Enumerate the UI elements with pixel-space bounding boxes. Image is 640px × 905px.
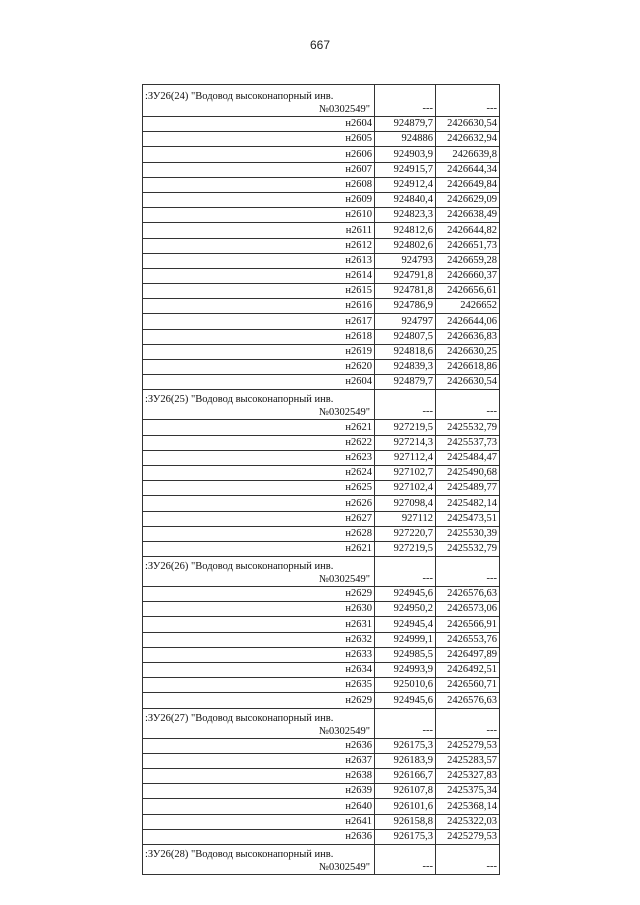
point-name: н2628 bbox=[143, 526, 375, 541]
point-y-coordinate: 2426644,06 bbox=[436, 314, 500, 329]
point-name: н2607 bbox=[143, 162, 375, 177]
section-title bbox=[143, 85, 375, 117]
table-row bbox=[143, 268, 500, 283]
point-name: н2619 bbox=[143, 344, 375, 359]
table-row bbox=[143, 738, 500, 753]
point-name: н2640 bbox=[143, 799, 375, 814]
section-title-line1: :ЗУ26(28) "Водовод высоконапорный инв. bbox=[145, 848, 334, 860]
table-row bbox=[143, 496, 500, 511]
table-row bbox=[143, 784, 500, 799]
table-row bbox=[143, 617, 500, 632]
point-y-coordinate: 2426644,34 bbox=[436, 162, 500, 177]
point-y-coordinate: 2426553,76 bbox=[436, 632, 500, 647]
section-title-line1: :ЗУ26(25) "Водовод высоконапорный инв. bbox=[145, 394, 334, 406]
point-x-coordinate: 927102,4 bbox=[375, 481, 436, 496]
point-x-coordinate: 924818,6 bbox=[375, 344, 436, 359]
table-row bbox=[143, 132, 500, 147]
point-name: н2622 bbox=[143, 435, 375, 450]
point-x-coordinate: 925010,6 bbox=[375, 678, 436, 693]
point-name: н2617 bbox=[143, 314, 375, 329]
point-name: н2621 bbox=[143, 541, 375, 556]
point-name: н2625 bbox=[143, 481, 375, 496]
point-name: н2609 bbox=[143, 192, 375, 207]
table-row bbox=[143, 435, 500, 450]
point-y-coordinate: 2425530,39 bbox=[436, 526, 500, 541]
point-name: н2638 bbox=[143, 768, 375, 783]
point-y-coordinate: 2426659,28 bbox=[436, 253, 500, 268]
point-y-coordinate: 2425473,51 bbox=[436, 511, 500, 526]
point-name: н2639 bbox=[143, 784, 375, 799]
point-x-coordinate: 924945,6 bbox=[375, 693, 436, 708]
table-row bbox=[143, 344, 500, 359]
table-row bbox=[143, 663, 500, 678]
table-row bbox=[143, 693, 500, 708]
table-row bbox=[143, 829, 500, 844]
section-header-row bbox=[143, 708, 500, 738]
table-row bbox=[143, 587, 500, 602]
point-y-coordinate: 2425327,83 bbox=[436, 768, 500, 783]
point-x-coordinate: 924807,5 bbox=[375, 329, 436, 344]
point-x-coordinate: 924915,7 bbox=[375, 162, 436, 177]
point-x-coordinate: 924945,6 bbox=[375, 587, 436, 602]
section-x-placeholder: --- bbox=[375, 390, 436, 420]
section-title bbox=[143, 390, 375, 420]
point-x-coordinate: 927219,5 bbox=[375, 420, 436, 435]
table-row bbox=[143, 526, 500, 541]
point-name: н2606 bbox=[143, 147, 375, 162]
table-row bbox=[143, 420, 500, 435]
section-title bbox=[143, 708, 375, 738]
section-title bbox=[143, 844, 375, 874]
point-x-coordinate: 926101,6 bbox=[375, 799, 436, 814]
point-y-coordinate: 2426638,49 bbox=[436, 208, 500, 223]
point-y-coordinate: 2426660,37 bbox=[436, 268, 500, 283]
point-x-coordinate: 924879,7 bbox=[375, 117, 436, 132]
table-row bbox=[143, 647, 500, 662]
point-y-coordinate: 2425490,68 bbox=[436, 465, 500, 480]
point-y-coordinate: 2426560,71 bbox=[436, 678, 500, 693]
point-y-coordinate: 2425279,53 bbox=[436, 829, 500, 844]
section-y-placeholder: --- bbox=[436, 844, 500, 874]
section-y-placeholder: --- bbox=[436, 85, 500, 117]
point-name: н2608 bbox=[143, 177, 375, 192]
section-title-line2: №0302549" bbox=[318, 407, 370, 419]
point-x-coordinate: 927112,4 bbox=[375, 450, 436, 465]
point-x-coordinate: 924781,8 bbox=[375, 284, 436, 299]
point-x-coordinate: 924886 bbox=[375, 132, 436, 147]
section-x-placeholder: --- bbox=[375, 557, 436, 587]
point-name: н2633 bbox=[143, 647, 375, 662]
table-row bbox=[143, 799, 500, 814]
point-name: н2641 bbox=[143, 814, 375, 829]
point-name: н2621 bbox=[143, 420, 375, 435]
point-y-coordinate: 2425532,79 bbox=[436, 541, 500, 556]
table-row bbox=[143, 117, 500, 132]
point-y-coordinate: 2425537,73 bbox=[436, 435, 500, 450]
point-name: н2636 bbox=[143, 738, 375, 753]
section-title-line2: №0302549" bbox=[318, 861, 370, 873]
table-row bbox=[143, 329, 500, 344]
table-row bbox=[143, 192, 500, 207]
section-title-line1: :ЗУ26(27) "Водовод высоконапорный инв. bbox=[145, 712, 334, 724]
section-header-row bbox=[143, 557, 500, 587]
section-x-placeholder: --- bbox=[375, 85, 436, 117]
coordinates-table-body bbox=[143, 85, 500, 875]
table-row bbox=[143, 238, 500, 253]
page-number: 667 bbox=[309, 38, 331, 52]
point-y-coordinate: 2426629,09 bbox=[436, 192, 500, 207]
point-name: н2635 bbox=[143, 678, 375, 693]
point-x-coordinate: 926158,8 bbox=[375, 814, 436, 829]
section-y-placeholder: --- bbox=[436, 557, 500, 587]
point-y-coordinate: 2426497,89 bbox=[436, 647, 500, 662]
point-y-coordinate: 2426566,91 bbox=[436, 617, 500, 632]
table-row bbox=[143, 753, 500, 768]
section-y-placeholder: --- bbox=[436, 390, 500, 420]
point-y-coordinate: 2426652 bbox=[436, 299, 500, 314]
point-y-coordinate: 2426636,83 bbox=[436, 329, 500, 344]
table-row bbox=[143, 602, 500, 617]
point-y-coordinate: 2426630,54 bbox=[436, 117, 500, 132]
point-name: н2629 bbox=[143, 587, 375, 602]
table-row bbox=[143, 375, 500, 390]
point-name: н2632 bbox=[143, 632, 375, 647]
section-x-placeholder: --- bbox=[375, 844, 436, 874]
point-name: н2629 bbox=[143, 693, 375, 708]
point-y-coordinate: 2426651,73 bbox=[436, 238, 500, 253]
point-x-coordinate: 926107,8 bbox=[375, 784, 436, 799]
point-name: н2626 bbox=[143, 496, 375, 511]
point-x-coordinate: 924840,4 bbox=[375, 192, 436, 207]
table-row bbox=[143, 284, 500, 299]
table-row bbox=[143, 314, 500, 329]
point-y-coordinate: 2426576,63 bbox=[436, 693, 500, 708]
section-y-placeholder: --- bbox=[436, 708, 500, 738]
point-name: н2611 bbox=[143, 223, 375, 238]
point-y-coordinate: 2426649,84 bbox=[436, 177, 500, 192]
section-title-line1: :ЗУ26(26) "Водовод высоконапорный инв. bbox=[145, 561, 334, 573]
point-x-coordinate: 924839,3 bbox=[375, 360, 436, 375]
table-row bbox=[143, 541, 500, 556]
section-title-line2: №0302549" bbox=[318, 725, 370, 737]
point-x-coordinate: 926175,3 bbox=[375, 738, 436, 753]
point-name: н2620 bbox=[143, 360, 375, 375]
point-name: н2610 bbox=[143, 208, 375, 223]
table-row bbox=[143, 465, 500, 480]
point-name: н2627 bbox=[143, 511, 375, 526]
point-y-coordinate: 2426618,86 bbox=[436, 360, 500, 375]
point-x-coordinate: 927220,7 bbox=[375, 526, 436, 541]
point-y-coordinate: 2425375,34 bbox=[436, 784, 500, 799]
point-x-coordinate: 924993,9 bbox=[375, 663, 436, 678]
point-x-coordinate: 924786,9 bbox=[375, 299, 436, 314]
table-row bbox=[143, 450, 500, 465]
point-name: н2634 bbox=[143, 663, 375, 678]
point-x-coordinate: 924823,3 bbox=[375, 208, 436, 223]
point-x-coordinate: 924812,6 bbox=[375, 223, 436, 238]
point-x-coordinate: 924945,4 bbox=[375, 617, 436, 632]
point-x-coordinate: 924950,2 bbox=[375, 602, 436, 617]
point-name: н2604 bbox=[143, 117, 375, 132]
point-y-coordinate: 2425368,14 bbox=[436, 799, 500, 814]
point-x-coordinate: 924985,5 bbox=[375, 647, 436, 662]
point-y-coordinate: 2425283,57 bbox=[436, 753, 500, 768]
section-title-line2: №0302549" bbox=[318, 574, 370, 586]
point-y-coordinate: 2426632,94 bbox=[436, 132, 500, 147]
point-name: н2613 bbox=[143, 253, 375, 268]
point-x-coordinate: 924797 bbox=[375, 314, 436, 329]
point-name: н2630 bbox=[143, 602, 375, 617]
section-header-row bbox=[143, 390, 500, 420]
section-header-row bbox=[143, 85, 500, 117]
point-name: н2616 bbox=[143, 299, 375, 314]
point-name: н2615 bbox=[143, 284, 375, 299]
point-name: н2624 bbox=[143, 465, 375, 480]
point-y-coordinate: 2425322,03 bbox=[436, 814, 500, 829]
point-x-coordinate: 927112 bbox=[375, 511, 436, 526]
point-name: н2631 bbox=[143, 617, 375, 632]
point-y-coordinate: 2426644,82 bbox=[436, 223, 500, 238]
table-row bbox=[143, 481, 500, 496]
table-row bbox=[143, 162, 500, 177]
point-name: н2618 bbox=[143, 329, 375, 344]
table-row bbox=[143, 511, 500, 526]
point-x-coordinate: 924879,7 bbox=[375, 375, 436, 390]
point-y-coordinate: 2426630,54 bbox=[436, 375, 500, 390]
table-row bbox=[143, 814, 500, 829]
point-name: н2623 bbox=[143, 450, 375, 465]
table-row bbox=[143, 177, 500, 192]
point-y-coordinate: 2426656,61 bbox=[436, 284, 500, 299]
point-x-coordinate: 927214,3 bbox=[375, 435, 436, 450]
point-name: н2604 bbox=[143, 375, 375, 390]
table-row bbox=[143, 768, 500, 783]
section-header-row bbox=[143, 844, 500, 874]
table-row bbox=[143, 253, 500, 268]
point-y-coordinate: 2426492,51 bbox=[436, 663, 500, 678]
point-x-coordinate: 926183,9 bbox=[375, 753, 436, 768]
section-x-placeholder: --- bbox=[375, 708, 436, 738]
point-y-coordinate: 2426639,8 bbox=[436, 147, 500, 162]
table-row bbox=[143, 632, 500, 647]
point-x-coordinate: 926166,7 bbox=[375, 768, 436, 783]
point-name: н2612 bbox=[143, 238, 375, 253]
point-y-coordinate: 2426630,25 bbox=[436, 344, 500, 359]
point-x-coordinate: 924791,8 bbox=[375, 268, 436, 283]
table-row bbox=[143, 678, 500, 693]
point-name: н2637 bbox=[143, 753, 375, 768]
table-row bbox=[143, 360, 500, 375]
point-x-coordinate: 927098,4 bbox=[375, 496, 436, 511]
point-x-coordinate: 924903,9 bbox=[375, 147, 436, 162]
point-y-coordinate: 2425484,47 bbox=[436, 450, 500, 465]
point-y-coordinate: 2425532,79 bbox=[436, 420, 500, 435]
point-x-coordinate: 924793 bbox=[375, 253, 436, 268]
coordinates-table bbox=[142, 84, 500, 875]
point-y-coordinate: 2426576,63 bbox=[436, 587, 500, 602]
point-y-coordinate: 2425279,53 bbox=[436, 738, 500, 753]
point-x-coordinate: 927219,5 bbox=[375, 541, 436, 556]
point-x-coordinate: 927102,7 bbox=[375, 465, 436, 480]
section-title-line1: :ЗУ26(24) "Водовод высоконапорный инв. bbox=[145, 91, 334, 102]
table-row bbox=[143, 223, 500, 238]
point-name: н2614 bbox=[143, 268, 375, 283]
table-row bbox=[143, 147, 500, 162]
point-name: н2636 bbox=[143, 829, 375, 844]
point-x-coordinate: 926175,3 bbox=[375, 829, 436, 844]
point-name: н2605 bbox=[143, 132, 375, 147]
point-y-coordinate: 2425482,14 bbox=[436, 496, 500, 511]
table-row bbox=[143, 299, 500, 314]
section-title-line2: №0302549" bbox=[318, 104, 370, 115]
point-x-coordinate: 924999,1 bbox=[375, 632, 436, 647]
point-y-coordinate: 2426573,06 bbox=[436, 602, 500, 617]
point-y-coordinate: 2425489,77 bbox=[436, 481, 500, 496]
point-x-coordinate: 924802,6 bbox=[375, 238, 436, 253]
section-title bbox=[143, 557, 375, 587]
table-row bbox=[143, 208, 500, 223]
point-x-coordinate: 924912,4 bbox=[375, 177, 436, 192]
